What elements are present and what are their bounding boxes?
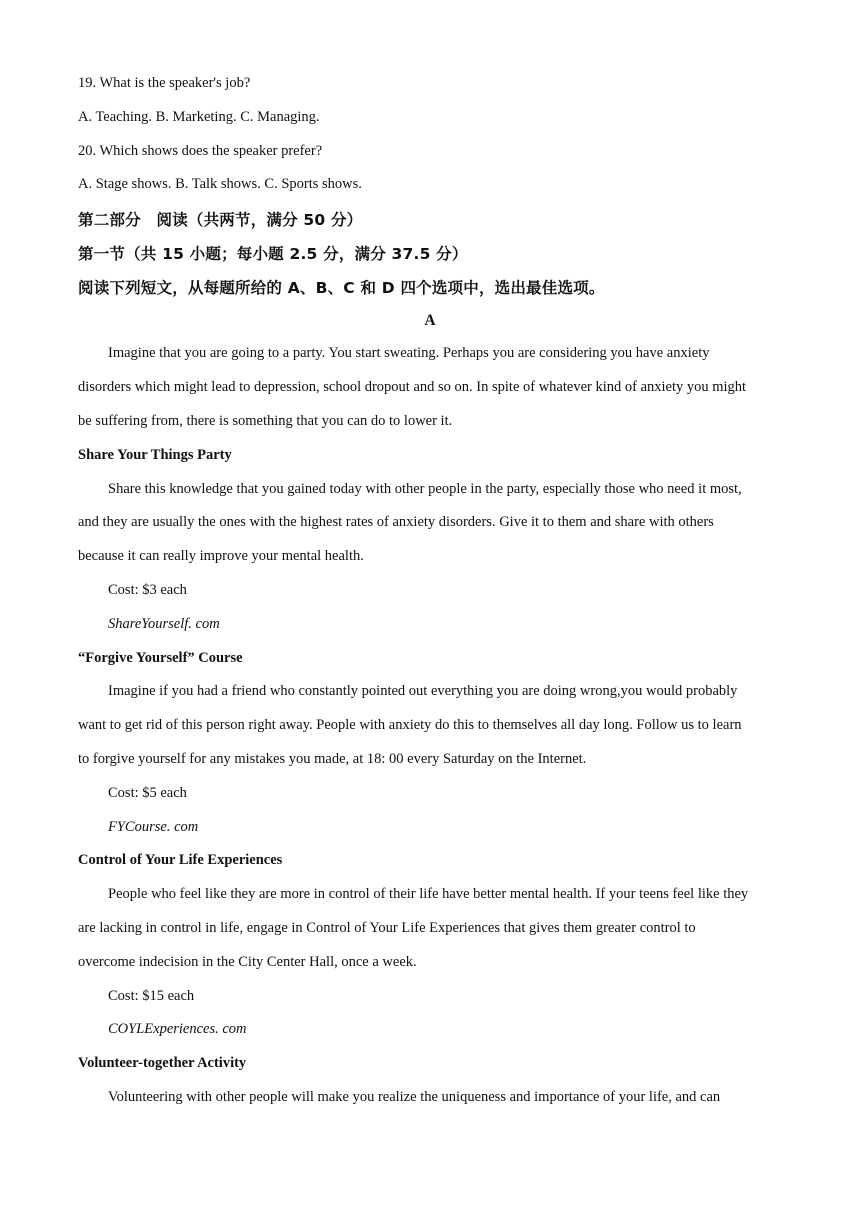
item-body-line: Volunteering with other people will make you realize the uniqueness and importance of your life, and can xyxy=(108,1089,721,1105)
item-body-line: want to get rid of this person right away. People with anxiety do this to themselves all day long. Follow us to learn xyxy=(78,717,742,733)
instruction: 阅读下列短文，从每题所给的 A、B、C 和 D 四个选项中，选出最佳选项。 xyxy=(78,279,605,297)
question-19-options: A. Teaching. B. Marketing. C. Managing. xyxy=(78,109,320,125)
item-body-line: are lacking in control in life, engage in Control of Your Life Experiences that gives them greater control to xyxy=(78,920,696,936)
item-body-line: Imagine if you had a friend who constantly pointed out everything you are doing wrong,you would probably xyxy=(108,683,738,699)
item-website: FYCourse. com xyxy=(108,819,199,835)
item-website: ShareYourself. com xyxy=(108,616,220,632)
intro-line-3: be suffering from, there is something that you can do to lower it. xyxy=(78,413,453,429)
passage-title: A xyxy=(424,312,436,329)
subsection-heading: 第一节（共 15 小题；每小题 2.5 分，满分 37.5 分） xyxy=(78,245,468,263)
question-20-options: A. Stage shows. B. Talk shows. C. Sports shows. xyxy=(78,176,362,192)
intro-line-1: Imagine that you are going to a party. You start sweating. Perhaps you are considering you have anxiety xyxy=(108,345,710,361)
item-heading: Control of Your Life Experiences xyxy=(78,852,283,868)
item-cost: Cost: $5 each xyxy=(108,785,187,801)
part-heading: 第二部分 阅读（共两节，满分 50 分） xyxy=(78,211,363,229)
item-body-line: to forgive yourself for any mistakes you made, at 18: 00 every Saturday on the Internet. xyxy=(78,751,587,767)
item-body-line: People who feel like they are more in control of their life have better mental health. If your teens feel like they xyxy=(108,886,749,902)
item-body-line: because it can really improve your mental health. xyxy=(78,548,364,564)
item-cost: Cost: $15 each xyxy=(108,988,195,1004)
item-website: COYLExperiences. com xyxy=(108,1021,247,1037)
item-body-line: Share this knowledge that you gained today with other people in the party, especially those who need it most, xyxy=(108,481,742,497)
item-body-line: and they are usually the ones with the highest rates of anxiety disorders. Give it to them and share with others xyxy=(78,514,714,530)
item-heading: Share Your Things Party xyxy=(78,447,232,463)
item-cost: Cost: $3 each xyxy=(108,582,187,598)
item-heading: Volunteer-together Activity xyxy=(78,1055,247,1071)
intro-line-2: disorders which might lead to depression, school dropout and so on. In spite of whatever kind of anxiety you might xyxy=(78,379,747,395)
item-body-line: overcome indecision in the City Center Hall, once a week. xyxy=(78,954,417,970)
question-20: 20. Which shows does the speaker prefer? xyxy=(78,143,323,159)
item-heading: “Forgive Yourself” Course xyxy=(78,650,243,666)
question-19: 19. What is the speaker's job? xyxy=(78,75,251,91)
